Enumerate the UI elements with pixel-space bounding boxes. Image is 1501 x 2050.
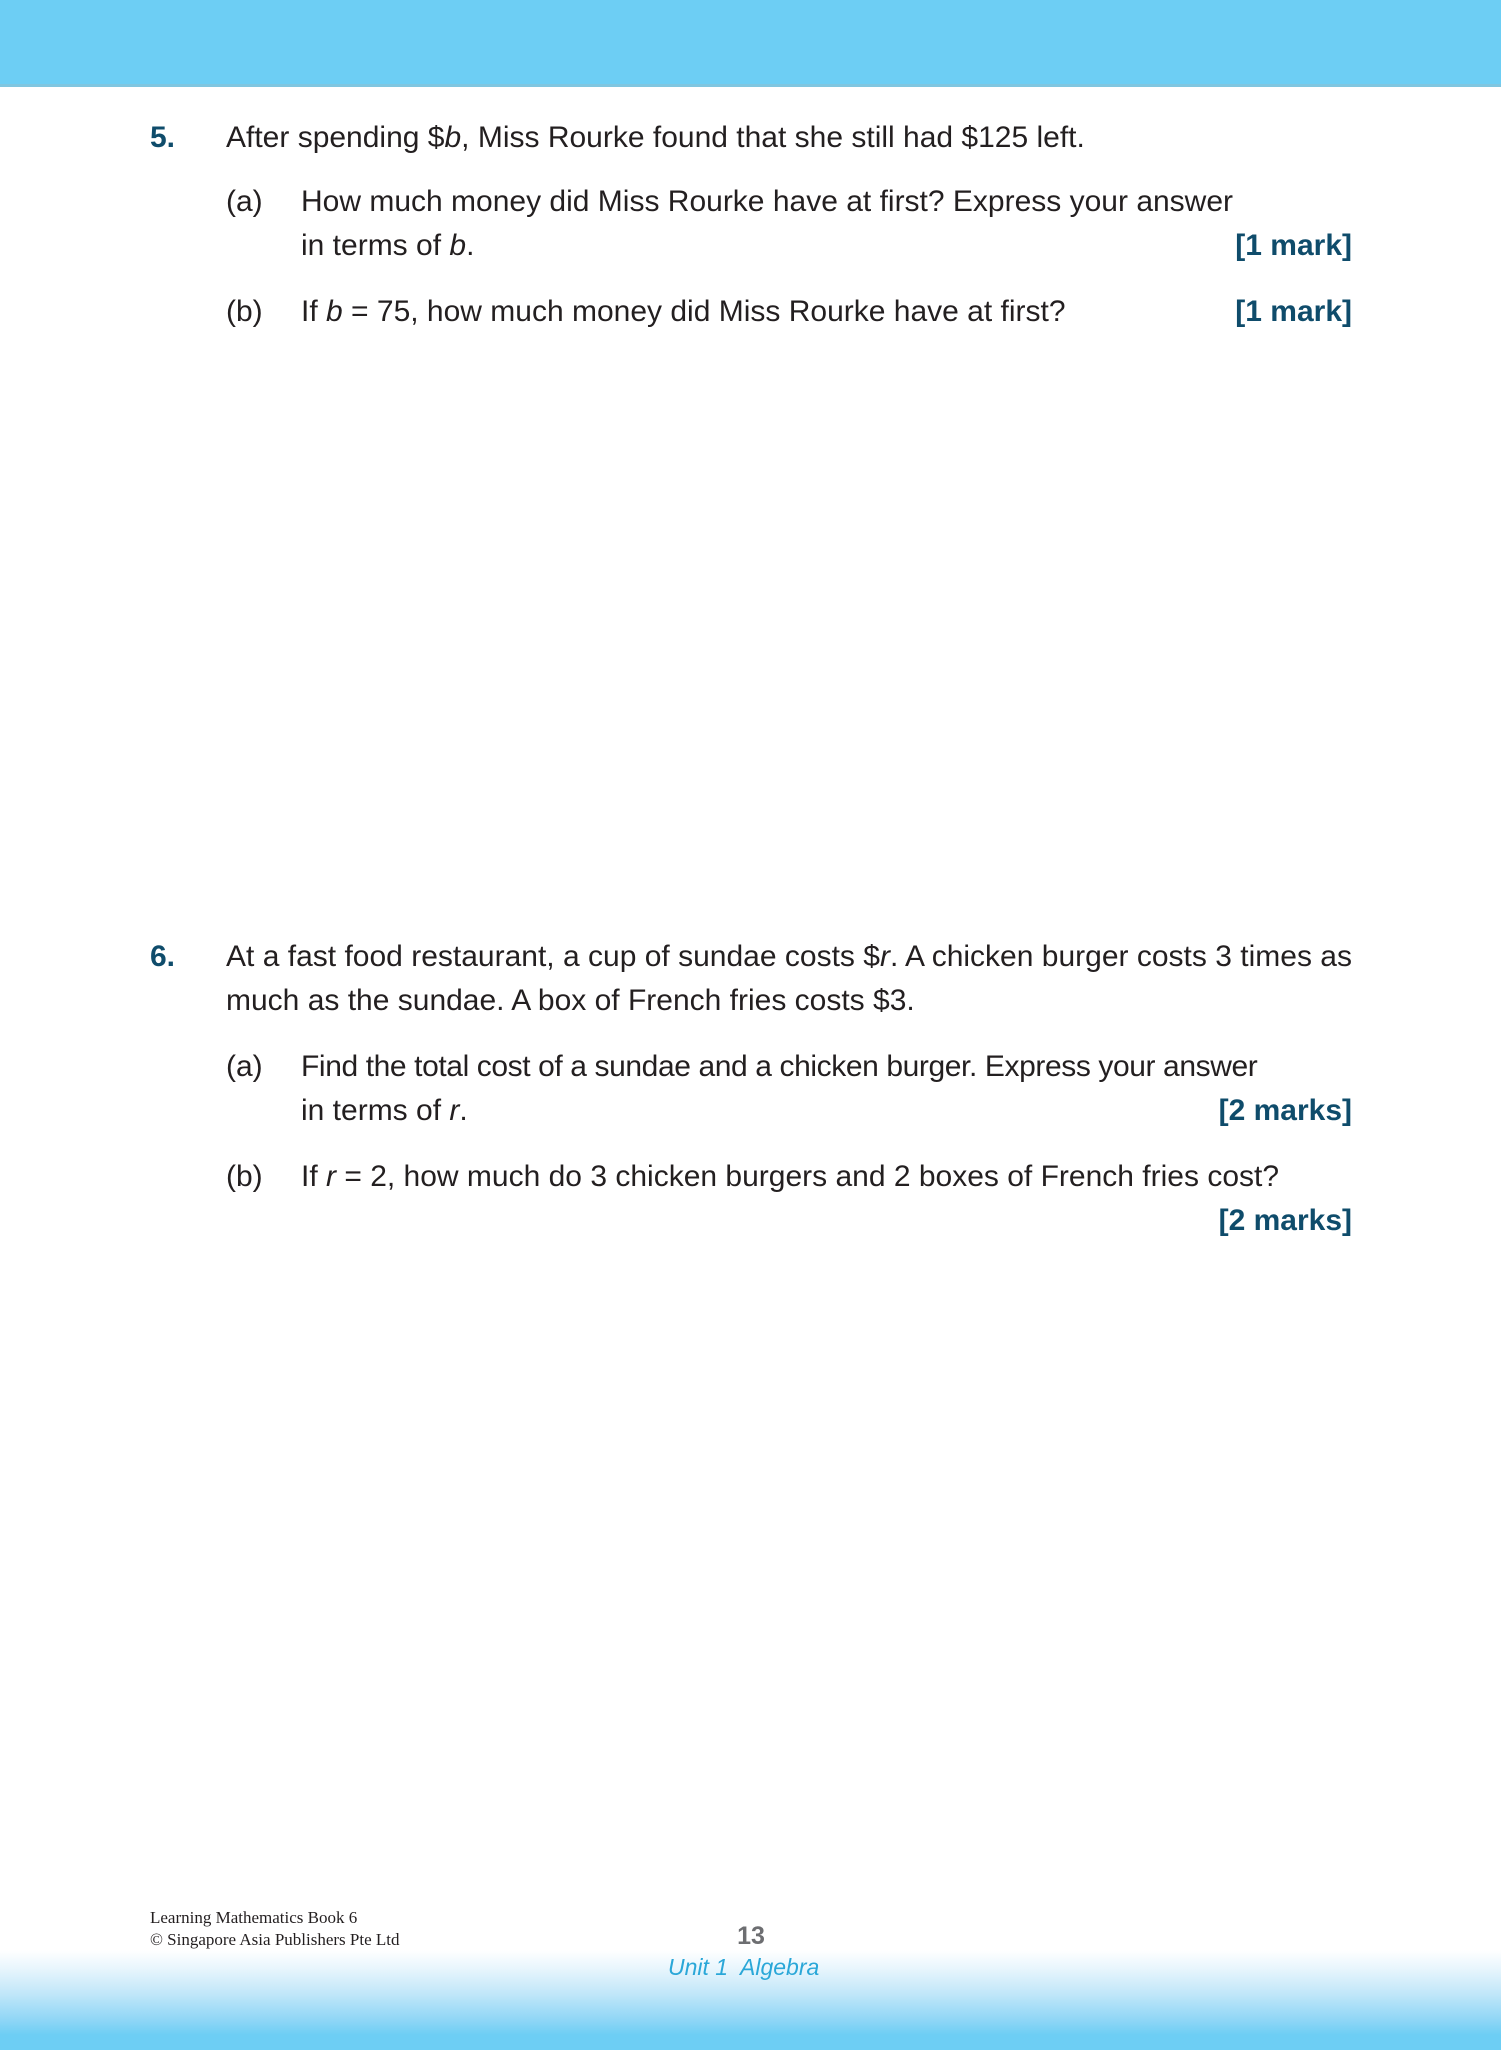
part-label: (a)	[226, 1050, 263, 1083]
question-6a	[226, 1045, 1352, 1133]
question-number: 6.	[150, 940, 176, 973]
footer-credits	[150, 1907, 400, 1951]
question-stem: At a fast food restaurant, a cup of sundae costs $r. A chicken burger costs 3 times as much as the sundae. A box of French fries costs $3.	[226, 940, 1352, 1017]
variable-r: r	[879, 940, 890, 973]
part-text: Find the total cost of a sundae and a chicken burger. Express your answer in terms of r. [2 marks]	[301, 1045, 1352, 1133]
page-number: 13	[737, 1922, 765, 1950]
marks-badge: [2 marks]	[1218, 1204, 1352, 1237]
part-text: If r = 2, how much do 3 chicken burgers and 2 boxes of French fries cost? [2 marks]	[301, 1155, 1352, 1199]
question-5b	[226, 290, 1352, 334]
marks-badge: [1 mark]	[1235, 295, 1352, 328]
question-stem: After spending $b, Miss Rourke found that she still had $125 left.	[226, 121, 1085, 154]
part-text: If b = 75, how much money did Miss Rourke have at first? [1 mark]	[301, 290, 1352, 334]
marks-badge: [2 marks]	[1218, 1094, 1352, 1127]
copyright: © Singapore Asia Publishers Pte Ltd	[150, 1930, 400, 1949]
question-5a	[226, 180, 1352, 268]
marks-badge: [1 mark]	[1235, 229, 1352, 262]
question-6b	[226, 1155, 1352, 1237]
question-6	[150, 935, 1352, 1243]
part-text: How much money did Miss Rourke have at first? Express your answer in terms of b. [1 mark]	[301, 180, 1352, 268]
part-label: (b)	[226, 1160, 263, 1193]
unit-label: Unit 1 Algebra	[668, 1954, 820, 1980]
part-label: (b)	[226, 295, 263, 328]
header-band	[0, 0, 1501, 87]
part-label: (a)	[226, 185, 263, 218]
question-number: 5.	[150, 121, 176, 154]
variable-b: b	[444, 121, 462, 154]
question-5	[150, 116, 1352, 334]
book-title: Learning Mathematics Book 6	[150, 1908, 358, 1927]
